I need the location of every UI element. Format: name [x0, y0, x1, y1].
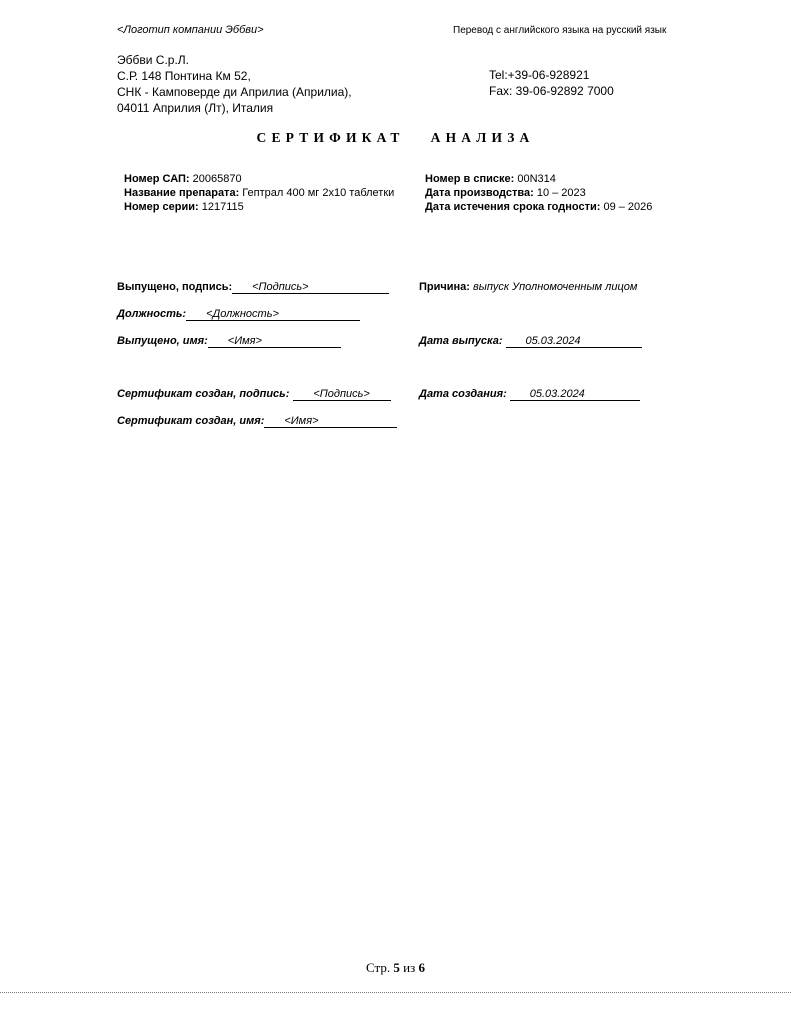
document-title — [0, 130, 791, 146]
release-reason: Причина: выпуск Уполномоченным лицом — [419, 281, 638, 293]
company-tel: Tel:+39-06-928921 — [489, 68, 590, 82]
manufacture-date: Дата производства: 10 – 2023 — [425, 187, 586, 199]
page-number: Стр. 5 из 6 — [366, 960, 425, 975]
position-field: <Должность> — [186, 308, 360, 321]
created-signature-field: <Подпись> — [293, 388, 391, 401]
company-address — [117, 52, 352, 116]
created-signature-label: Сертификат создан, подпись: — [117, 388, 290, 400]
created-name-row — [117, 415, 397, 428]
company-fax: Fax: 39-06-92892 7000 — [489, 84, 614, 98]
release-date-label: Дата выпуска: — [419, 335, 503, 347]
company-contacts — [489, 67, 614, 99]
product-info-right — [425, 172, 652, 214]
company-name: Эббви С.р.Л. — [117, 53, 189, 67]
address-line-3: 04011 Априлия (Лт), Италия — [117, 101, 274, 115]
release-date-row — [419, 335, 642, 348]
created-name-field: <Имя> — [264, 415, 397, 428]
release-signature-label: Выпущено, подпись: — [117, 281, 233, 293]
release-name-label: Выпущено, имя: — [117, 335, 208, 347]
release-name-row — [117, 335, 341, 348]
translation-note: Перевод с английского языка на русский язык — [453, 25, 667, 36]
created-date-row — [419, 388, 640, 401]
page-total: 6 — [418, 960, 425, 975]
sap-number: Номер САП: 20065870 — [124, 173, 242, 185]
title-word-1: СЕРТИФИКАТ — [256, 130, 405, 145]
page-current: 5 — [393, 960, 400, 975]
created-name-label: Сертификат создан, имя: — [117, 415, 265, 427]
address-line-1: С.Р. 148 Понтина Км 52, — [117, 69, 251, 83]
expiry-date: Дата истечения срока годности: 09 – 2026 — [425, 201, 653, 213]
created-date-field: 05.03.2024 — [510, 388, 640, 401]
position-row — [117, 308, 360, 321]
position-label: Должность: — [117, 308, 187, 320]
list-number: Номер в списке: 00N314 — [425, 173, 556, 185]
release-signature-row — [117, 281, 389, 294]
release-name-field: <Имя> — [208, 335, 341, 348]
address-line-2: СНК - Камповерде ди Априлиа (Априлиа), — [117, 85, 352, 99]
title-word-2: АНАЛИЗА — [430, 130, 535, 145]
product-info-left — [124, 172, 394, 214]
release-date-field: 05.03.2024 — [506, 335, 642, 348]
batch-number: Номер серии: 1217115 — [124, 201, 244, 213]
page-separator — [0, 992, 791, 993]
created-signature-row — [117, 388, 391, 401]
release-signature-field: <Подпись> — [232, 281, 389, 294]
logo-placeholder: <Логотип компании Эббви> — [117, 24, 264, 36]
product-name: Название препарата: Гептрал 400 мг 2х10 таблетки — [124, 187, 395, 199]
created-date-label: Дата создания: — [419, 388, 507, 400]
